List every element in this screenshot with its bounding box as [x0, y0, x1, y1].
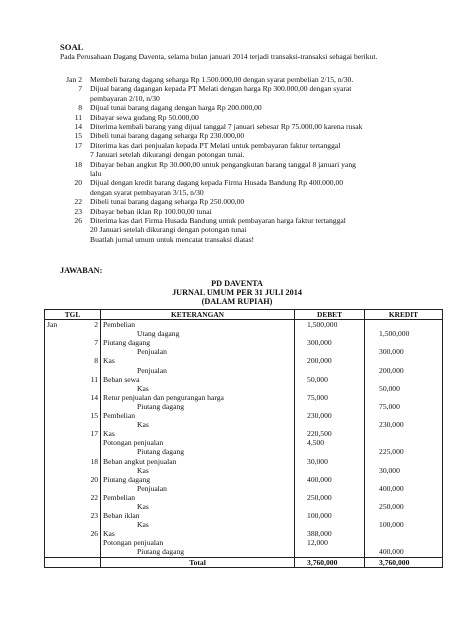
row-month	[45, 356, 89, 365]
row-month	[45, 484, 89, 493]
transaction-text: Dijual barang dagangan kepada PT Melati dengan harga Rp 300.000,00 dengan syarat	[90, 84, 352, 94]
row-debet	[295, 420, 365, 429]
row-month	[45, 329, 89, 338]
row-debet	[295, 484, 365, 493]
journal-unit: (DALAM RUPIAH)	[201, 297, 273, 306]
row-month	[45, 375, 89, 384]
row-debet: 200,000	[295, 356, 365, 365]
row-keterangan: Kas	[101, 529, 295, 538]
transaction-text: Diterima kas dari Firma Husada Bandung untuk pembayaran harga faktur tertanggal	[90, 216, 346, 225]
transaction-text: Dibayar beban angkut Rp 30.000,00 untuk pengangkutan barang tanggal 8 januari yang	[90, 159, 356, 169]
row-month	[45, 411, 89, 420]
row-kredit: 200,000	[365, 366, 443, 375]
row-kredit	[365, 457, 443, 466]
row-month: Jan	[45, 320, 89, 330]
row-day: 17	[89, 429, 101, 438]
row-day: 26	[89, 529, 101, 538]
table-row	[45, 402, 443, 411]
row-debet	[295, 447, 365, 456]
row-debet	[295, 329, 365, 338]
row-month	[45, 366, 89, 375]
row-keterangan: Beban angkut penjualan	[101, 457, 295, 466]
row-keterangan: Pembelian	[101, 320, 295, 330]
row-debet: 30,000	[295, 457, 365, 466]
row-keterangan: Kas	[101, 520, 295, 529]
journal-table	[44, 309, 443, 568]
row-month	[45, 402, 89, 411]
row-keterangan: Beban iklan	[101, 511, 295, 520]
table-row	[45, 484, 443, 493]
row-keterangan: Kas	[101, 384, 295, 393]
transaction-text: Dibeli tunai barang dagang seharga Rp 250.000,00	[90, 197, 245, 207]
row-keterangan: Kas	[101, 502, 295, 511]
table-row	[45, 366, 443, 375]
total-kredit: 3,760,000	[365, 557, 443, 567]
row-day	[89, 438, 101, 447]
row-debet: 250,000	[295, 493, 365, 502]
row-debet	[295, 366, 365, 375]
row-debet: 400,000	[295, 475, 365, 484]
table-row	[45, 529, 443, 538]
row-month	[45, 538, 89, 547]
table-row	[45, 356, 443, 365]
journal-total-row	[45, 557, 443, 567]
row-kredit	[365, 438, 443, 447]
row-day	[89, 366, 101, 375]
row-day	[89, 502, 101, 511]
row-day	[89, 538, 101, 547]
table-row	[45, 420, 443, 429]
row-kredit	[365, 429, 443, 438]
row-month	[45, 520, 89, 529]
transaction-text: Diterima kas dari penjualan kepada PT Melati untuk pembayaran faktur tertanggal	[90, 140, 341, 150]
row-debet: 1,500,000	[295, 320, 365, 330]
row-day: 15	[89, 411, 101, 420]
row-month	[45, 466, 89, 475]
row-kredit: 400,000	[365, 547, 443, 557]
table-row	[45, 429, 443, 438]
row-day	[89, 520, 101, 529]
row-debet	[295, 402, 365, 411]
row-keterangan: Piutang dagang	[101, 475, 295, 484]
table-row	[45, 447, 443, 456]
row-month	[45, 529, 89, 538]
transaction-date: 15	[74, 131, 82, 141]
row-kredit: 400,000	[365, 484, 443, 493]
row-debet: 12,000	[295, 538, 365, 547]
row-month	[45, 393, 89, 402]
row-debet	[295, 466, 365, 475]
row-day	[89, 547, 101, 557]
row-month	[45, 511, 89, 520]
row-keterangan: Beban sewa	[101, 375, 295, 384]
row-kredit	[365, 475, 443, 484]
row-day	[89, 347, 101, 356]
row-debet: 50,000	[295, 375, 365, 384]
transaction-text: lalu	[90, 169, 102, 178]
transaction-text: Dijual dengan kredit barang dagang kepada Firma Husada Bandung Rp 400.000,00	[90, 178, 344, 188]
table-row	[45, 347, 443, 356]
row-month	[45, 447, 89, 456]
row-kredit	[365, 411, 443, 420]
row-month	[45, 547, 89, 557]
header-debet: DEBET	[295, 310, 365, 320]
row-keterangan: Kas	[101, 466, 295, 475]
row-kredit: 50,000	[365, 384, 443, 393]
row-kredit	[365, 529, 443, 538]
row-keterangan: Potongan penjualan	[101, 438, 295, 447]
transaction-text: Buatlah jurnal umum untuk mencatat transaksi diatas!	[90, 234, 255, 244]
table-row	[45, 475, 443, 484]
transaction-date: 22	[74, 197, 82, 207]
row-month	[45, 384, 89, 393]
transaction-date: 8	[78, 103, 82, 113]
row-kredit: 225,000	[365, 447, 443, 456]
row-debet: 220,500	[295, 429, 365, 438]
row-day	[89, 484, 101, 493]
table-row	[45, 502, 443, 511]
row-month	[45, 347, 89, 356]
row-kredit	[365, 375, 443, 384]
transaction-date: Jan 2	[66, 75, 82, 84]
row-day: 7	[89, 338, 101, 347]
row-month	[45, 438, 89, 447]
row-debet: 388,000	[295, 529, 365, 538]
row-month	[45, 493, 89, 502]
transaction-text: Membeli barang dagang seharga Rp 1.500.000,00 dengan syarat pembelian 2/15, n/30.	[90, 75, 354, 84]
row-keterangan: Retur penjualan dan pengurangan harga	[101, 393, 295, 402]
transaction-text: Diterima kembali barang yang dijual tanggal 7 januari sebesar Rp 75.000,00 karena rusak	[90, 122, 363, 131]
row-kredit: 75,000	[365, 402, 443, 411]
row-debet	[295, 384, 365, 393]
row-keterangan: Penjualan	[101, 484, 295, 493]
table-row	[45, 547, 443, 557]
row-keterangan: Kas	[101, 429, 295, 438]
row-debet	[295, 547, 365, 557]
row-day: 14	[89, 393, 101, 402]
row-day	[89, 420, 101, 429]
row-kredit: 1,500,000	[365, 329, 443, 338]
transaction-date: 7	[78, 84, 82, 94]
transaction-date: 23	[74, 206, 82, 216]
table-row	[45, 466, 443, 475]
header-keterangan: KETERANGAN	[101, 310, 295, 320]
row-day	[89, 402, 101, 411]
table-row	[45, 375, 443, 384]
row-keterangan: Potongan penjualan	[101, 538, 295, 547]
table-row	[45, 384, 443, 393]
row-kredit: 30,000	[365, 466, 443, 475]
row-kredit	[365, 356, 443, 365]
transaction-date: 11	[74, 112, 82, 122]
row-day: 11	[89, 375, 101, 384]
row-kredit	[365, 493, 443, 502]
row-debet: 75,000	[295, 393, 365, 402]
transaction-date: 26	[74, 216, 82, 225]
transaction-text: Dibayar beban iklan Rp 100.00,00 tunai	[90, 206, 212, 216]
row-keterangan: Piutang dagang	[101, 547, 295, 557]
row-keterangan: Piutang dagang	[101, 402, 295, 411]
transaction-date: 18	[74, 159, 82, 169]
table-row	[45, 493, 443, 502]
transaction-text: Dibeli tunai barang dagang seharga Rp 230.000,00	[90, 131, 245, 141]
row-debet	[295, 520, 365, 529]
row-day: 22	[89, 493, 101, 502]
row-day: 20	[89, 475, 101, 484]
row-debet: 4,500	[295, 438, 365, 447]
row-day: 2	[89, 320, 101, 330]
row-keterangan: Piutang dagang	[101, 447, 295, 456]
table-row	[45, 393, 443, 402]
journal-header-row	[45, 310, 443, 320]
transaction-text: Dijual tunai barang dagang dengan harga Rp 200.000,00	[90, 103, 262, 113]
total-label: Total	[101, 557, 295, 567]
header-tgl: TGL	[45, 310, 101, 320]
row-month	[45, 338, 89, 347]
journal-title: JURNAL UMUM PER 31 JULI 2014	[172, 288, 302, 297]
transaction-text: 7 Januari setelah dikurangi dengan potongan tunai.	[90, 150, 245, 160]
row-kredit	[365, 320, 443, 330]
row-month	[45, 429, 89, 438]
row-kredit: 300,000	[365, 347, 443, 356]
row-day	[89, 329, 101, 338]
row-kredit: 100,000	[365, 520, 443, 529]
table-row	[45, 438, 443, 447]
soal-title: SOAL	[60, 42, 84, 52]
row-keterangan: Kas	[101, 420, 295, 429]
jawaban-title: JAWABAN:	[60, 266, 103, 275]
row-day	[89, 447, 101, 456]
row-kredit	[365, 511, 443, 520]
transaction-date: 17	[74, 140, 82, 150]
row-debet	[295, 502, 365, 511]
row-kredit: 230,000	[365, 420, 443, 429]
row-keterangan: Penjualan	[101, 347, 295, 356]
row-kredit	[365, 338, 443, 347]
row-kredit	[365, 538, 443, 547]
row-keterangan: Kas	[101, 356, 295, 365]
row-day	[89, 466, 101, 475]
transaction-text: pembayaran 2/10, n/30	[90, 93, 160, 103]
total-debet: 3,760,000	[295, 557, 365, 567]
transaction-text: dengan syarat pembayaran 3/15, n/30	[90, 187, 204, 197]
transaction-text: 20 Januari setelah dikurangi dengan potongan tunai	[90, 225, 247, 235]
row-keterangan: Penjualan	[101, 366, 295, 375]
table-row	[45, 338, 443, 347]
row-day: 8	[89, 356, 101, 365]
table-row	[45, 538, 443, 547]
row-day	[89, 384, 101, 393]
row-keterangan: Pembelian	[101, 411, 295, 420]
row-debet: 230,000	[295, 411, 365, 420]
row-keterangan: Pembelian	[101, 493, 295, 502]
row-keterangan: Piutang dagang	[101, 338, 295, 347]
header-kredit: KREDIT	[365, 310, 443, 320]
row-month	[45, 457, 89, 466]
table-row	[45, 320, 443, 330]
table-row	[45, 520, 443, 529]
row-day: 18	[89, 457, 101, 466]
row-keterangan: Utang dagang	[101, 329, 295, 338]
row-month	[45, 420, 89, 429]
table-row	[45, 411, 443, 420]
row-day: 23	[89, 511, 101, 520]
table-row	[45, 457, 443, 466]
transaction-text: Dibayar sewa gudang Rp 50.000,00	[90, 112, 199, 122]
company-name: PD DAVENTA	[211, 279, 263, 288]
row-debet: 300,000	[295, 338, 365, 347]
row-debet	[295, 347, 365, 356]
row-debet: 100,000	[295, 511, 365, 520]
row-month	[45, 475, 89, 484]
table-row	[45, 329, 443, 338]
table-row	[45, 511, 443, 520]
transaction-date: 14	[74, 122, 82, 131]
transaction-date: 20	[74, 178, 82, 188]
soal-intro: Pada Perusahaan Dagang Daventa, selama bulan januari 2014 terjadi transaksi-transaksi sebagai berikut.	[60, 52, 378, 61]
row-month	[45, 502, 89, 511]
row-kredit	[365, 393, 443, 402]
row-kredit: 250,000	[365, 502, 443, 511]
